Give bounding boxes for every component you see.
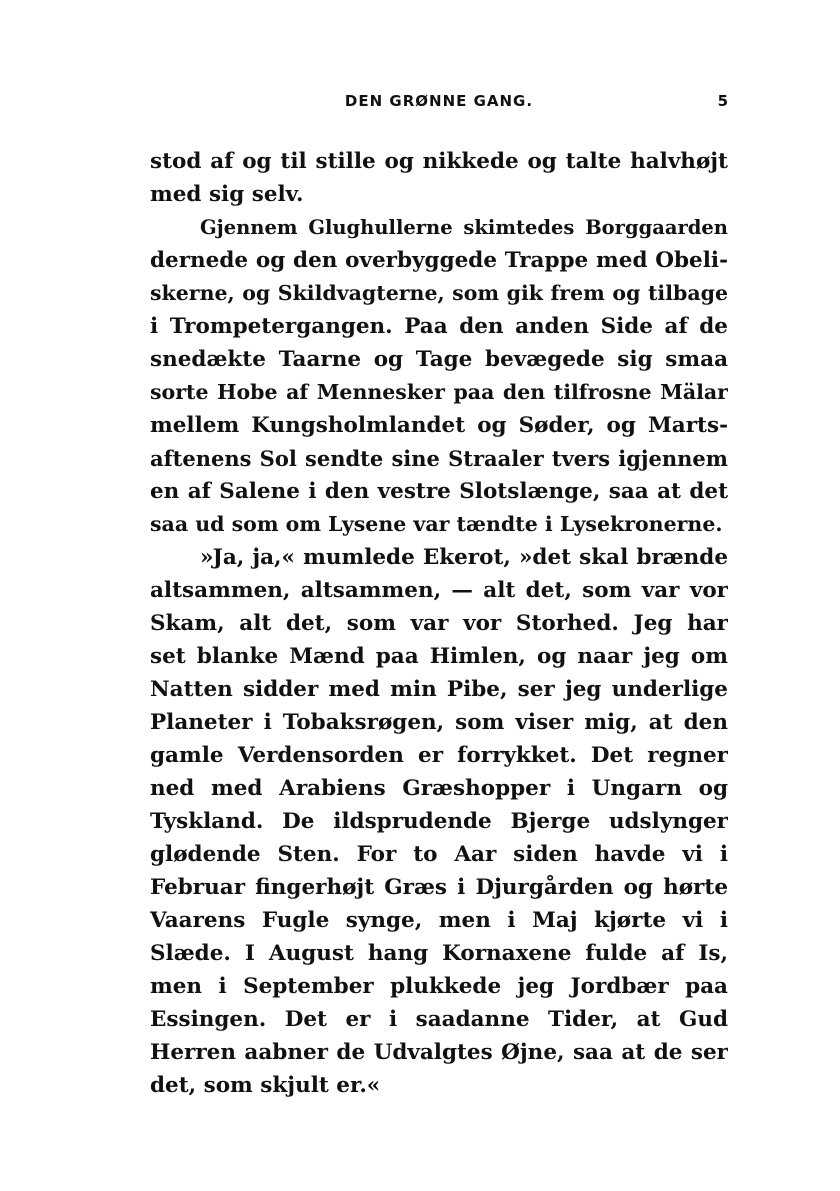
- text-line: saa ud som om Lysene var tændte i Lysekronerne.: [150, 512, 723, 536]
- text-line: mellem Kungsholmlandet og Søder, og Marts-: [150, 413, 728, 438]
- text-line: Skam, alt det, som var vor Storhed. Jeg har: [150, 611, 728, 636]
- text-line: »Ja, ja,« mumlede Ekerot, »det skal brænde: [200, 545, 728, 570]
- text-line: stod af og til stille og nikkede og talte halvhøjt: [150, 149, 728, 174]
- text-line: i Trompetergangen. Paa den anden Side af de: [150, 314, 728, 339]
- text-line: Natten sidder med min Pibe, ser jeg underlige: [150, 677, 728, 702]
- text-line: altsammen, altsammen, — alt det, som var vor: [150, 578, 728, 603]
- text-line: Vaarens Fugle synge, men i Maj kjørte vi i: [150, 908, 728, 933]
- text-line: en af Salene i den vestre Slotslænge, saa at det: [150, 479, 728, 504]
- body-text: [150, 145, 728, 1102]
- text-line: ned med Arabiens Græshopper i Ungarn og: [150, 776, 728, 801]
- text-line: Tyskland. De ildsprudende Bjerge udslynger: [150, 809, 728, 834]
- running-title: DEN GRØNNE GANG.: [344, 92, 534, 110]
- text-line: gamle Verdensorden er forrykket. Det regner: [150, 743, 728, 768]
- text-line: det, som skjult er.«: [150, 1073, 381, 1098]
- text-line: aftenens Sol sendte sine Straaler tvers igjennem: [150, 446, 728, 471]
- text-line: med sig selv.: [150, 182, 304, 207]
- text-line: glødende Sten. For to Aar siden havde vi i: [150, 842, 728, 867]
- text-line: set blanke Mænd paa Himlen, og naar jeg om: [150, 644, 728, 669]
- text-line: dernede og den overbyggede Trappe med Obeli-: [150, 248, 728, 273]
- page-number: 5: [717, 92, 728, 110]
- text-line: snedækte Taarne og Tage bevægede sig smaa: [150, 347, 728, 372]
- text-line: sorte Hobe af Mennesker paa den tilfrosne Mälar: [150, 380, 728, 404]
- running-head: [150, 90, 728, 112]
- text-line: Februar fingerhøjt Græs i Djurgården og hørte: [150, 875, 728, 900]
- text-line: skerne, og Skildvagterne, som gik frem og tilbage: [150, 281, 728, 305]
- text-line: Planeter i Tobaksrøgen, som viser mig, at den: [150, 710, 728, 735]
- text-line: men i September plukkede jeg Jordbær paa: [150, 974, 728, 999]
- text-line: Gjennem Glughullerne skimtedes Borggaarden: [200, 216, 728, 239]
- text-line: Essingen. Det er i saadanne Tider, at Gud: [150, 1007, 728, 1032]
- text-line: Herren aabner de Udvalgtes Øjne, saa at de ser: [150, 1040, 728, 1065]
- text-line: Slæde. I August hang Kornaxene fulde af Is,: [150, 941, 728, 966]
